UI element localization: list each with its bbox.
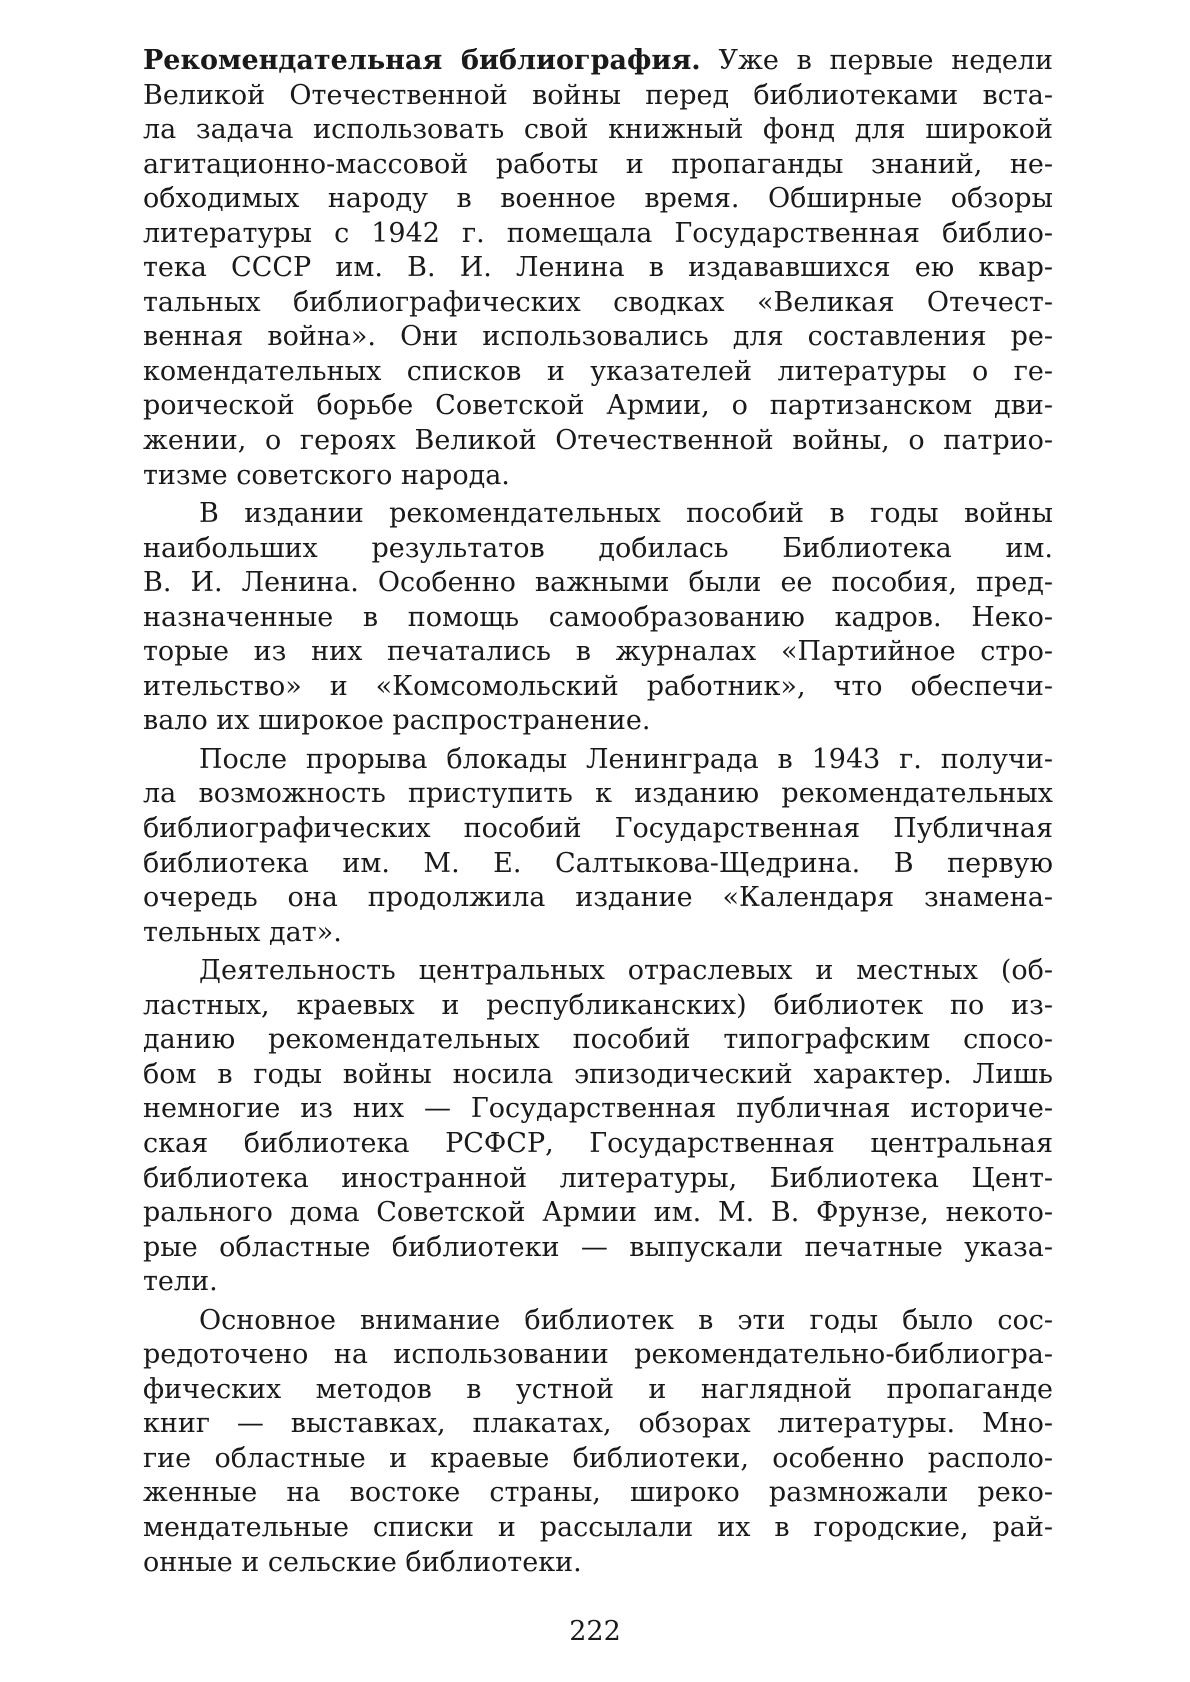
- text-line: Деятельность центральных отраслевых и местных (об-: [199, 955, 1053, 987]
- text-line: венная война». Они использовались для составления ре-: [143, 321, 1053, 353]
- paragraph: [143, 44, 1053, 493]
- text-line: ластных, краевых и республиканских) библиотек по из-: [143, 989, 1053, 1021]
- text-line: Основное внимание библиотек в эти годы было сос-: [199, 1304, 1053, 1336]
- text-line: фических методов в устной и наглядной пропаганде: [143, 1373, 1053, 1405]
- text-line: литературы с 1942 г. помещала Государственная библио-: [143, 217, 1053, 249]
- text-line: вало их широкое распространение.: [143, 705, 651, 737]
- text-line: агитационно-массовой работы и пропаганды знаний, не-: [143, 148, 1053, 180]
- text-line: ская библиотека РСФСР, Государственная центральная: [143, 1127, 1053, 1159]
- text-line: торые из них печатались в журналах «Партийное стро-: [143, 636, 1053, 668]
- text-line: комендательных списков и указателей литературы о ге-: [143, 355, 1053, 387]
- text-line: тальных библиографических сводках «Великая Отечест-: [143, 286, 1053, 318]
- text-line: очередь она продолжила издание «Календаря знамена-: [143, 882, 1053, 914]
- text-line: обходимых народу в военное время. Обширные обзоры: [143, 183, 1053, 215]
- text-line: рые областные библиотеки — выпускали печатные указа-: [143, 1231, 1053, 1263]
- text-line: гие областные и краевые библиотеки, особенно располо-: [143, 1442, 1053, 1474]
- text-line: После прорыва блокады Ленинграда в 1943 г. получи-: [199, 743, 1053, 775]
- text-line: немногие из них — Государственная публичная историче-: [143, 1093, 1053, 1125]
- text-line: библиографических пособий Государственная Публичная: [143, 813, 1053, 845]
- text-line: тели.: [143, 1266, 218, 1298]
- text-line: женные на востоке страны, широко размножали реко-: [143, 1477, 1053, 1509]
- text-line: данию рекомендательных пособий типографским спосо-: [143, 1024, 1053, 1056]
- text-line: ла задача использовать свой книжный фонд для широкой: [143, 114, 1053, 146]
- paragraph: [143, 743, 1053, 950]
- text-line: рального дома Советской Армии им. М. В. Фрунзе, некото-: [143, 1197, 1053, 1229]
- text-line: ительство» и «Комсомольский работник», что обеспечи-: [143, 670, 1053, 702]
- text-line: библиотека им. М. Е. Салтыкова-Щедрина. В первую: [143, 847, 1053, 879]
- text-line-fragment: Уже в первые недели: [700, 45, 1053, 76]
- text-line: наибольших результатов добилась Библиотека им.: [143, 532, 1053, 564]
- body-text: [143, 44, 1053, 1580]
- paragraph: [143, 1304, 1053, 1580]
- page-number: 222: [569, 1616, 621, 1647]
- text-line: онные и сельские библиотеки.: [143, 1546, 582, 1578]
- text-line: [143, 44, 1053, 79]
- text-line: тельных дат».: [143, 916, 342, 948]
- text-line: бом в годы войны носила эпизодический характер. Лишь: [143, 1058, 1053, 1090]
- lead-heading: Рекомендательная библиография.: [143, 45, 701, 76]
- paragraph: [143, 497, 1053, 739]
- text-line: жении, о героях Великой Отечественной войны, о патрио-: [143, 425, 1053, 457]
- text-line: книг — выставках, плакатах, обзорах литературы. Мно-: [143, 1408, 1053, 1440]
- paragraph: [143, 954, 1053, 1299]
- text-line: тека СССР им. В. И. Ленина в издававшихся ею квар-: [143, 252, 1053, 284]
- text-line: назначенные в помощь самообразованию кадров. Неко-: [143, 601, 1053, 633]
- text-line: редоточено на использовании рекомендательно-библиогра-: [143, 1339, 1053, 1371]
- text-line: ла возможность приступить к изданию рекомендательных: [143, 778, 1053, 810]
- text-line: библиотека иностранной литературы, Библиотека Цент-: [143, 1162, 1053, 1194]
- text-line: роической борьбе Советской Армии, о партизанском дви-: [143, 390, 1053, 422]
- text-line: В издании рекомендательных пособий в годы войны: [199, 498, 1053, 530]
- text-line: мендательные списки и рассылали их в городские, рай-: [143, 1511, 1053, 1543]
- text-line: Великой Отечественной войны перед библиотеками вста-: [143, 79, 1053, 111]
- text-line: тизме советского народа.: [143, 459, 510, 491]
- text-line: В. И. Ленина. Особенно важными были ее пособия, пред-: [143, 567, 1053, 599]
